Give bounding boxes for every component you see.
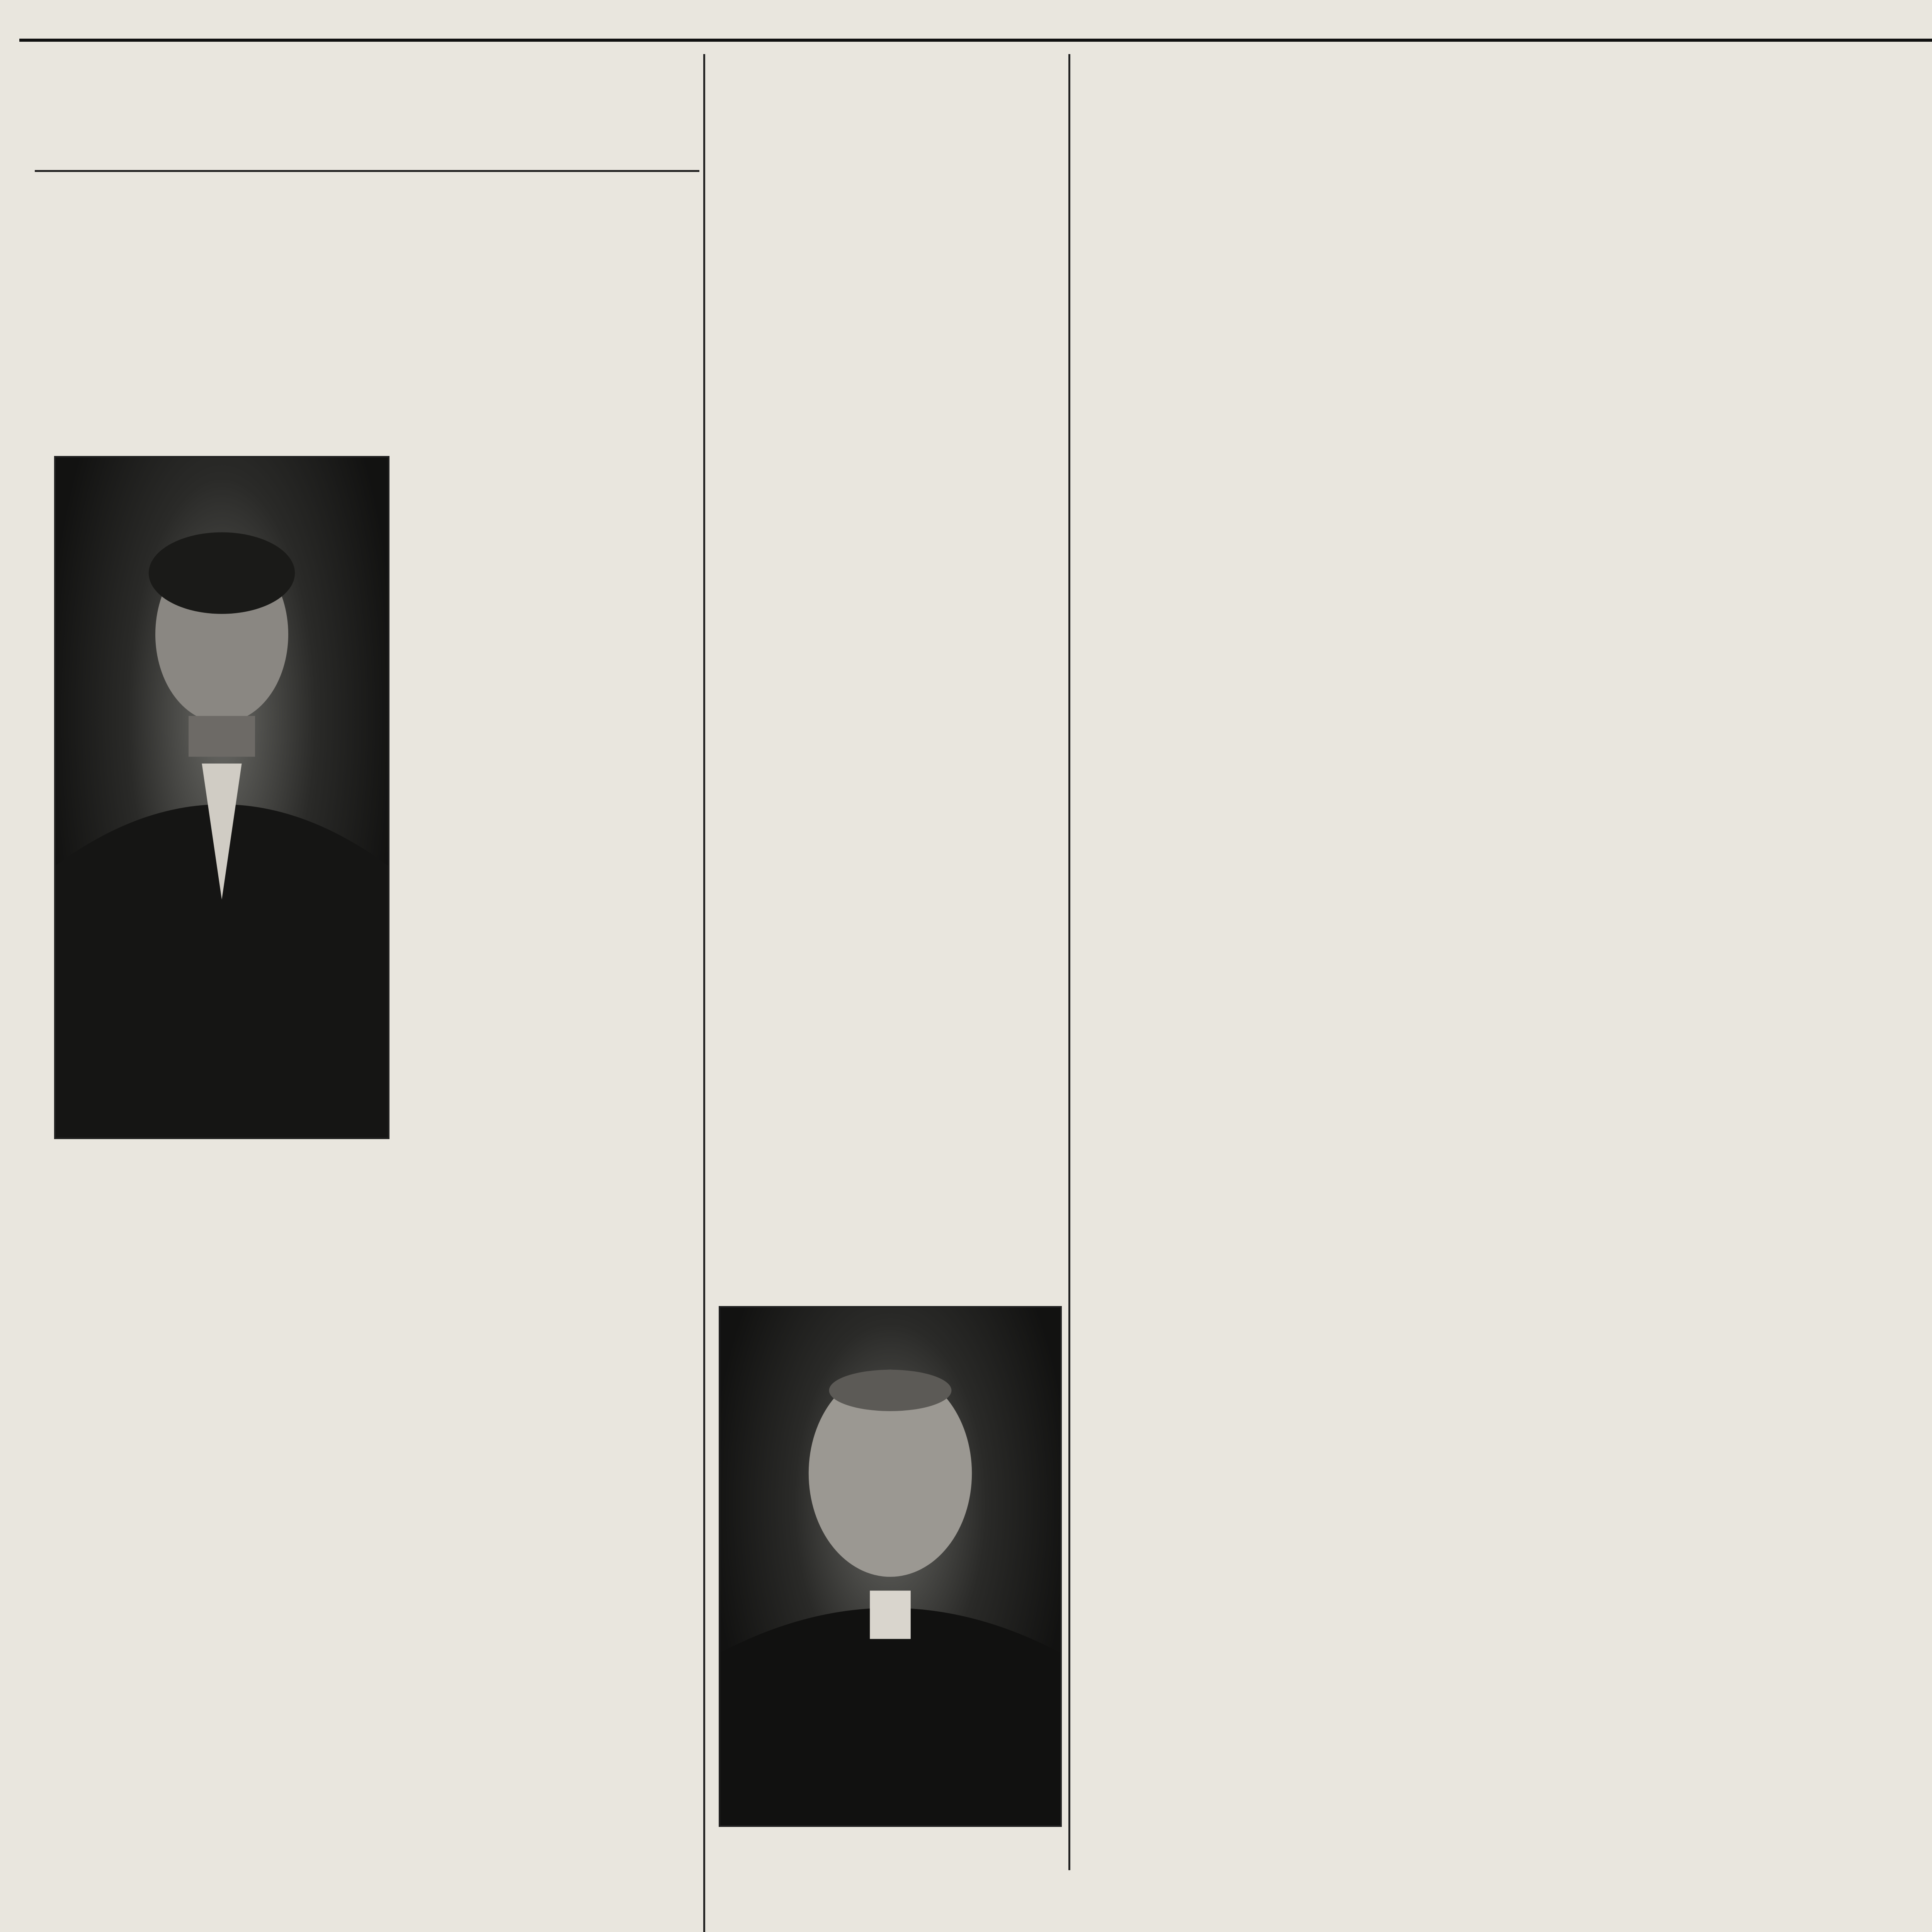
portrait-anton-van-duinkerken xyxy=(54,456,389,1139)
article1-col1-upper xyxy=(398,386,692,1144)
masthead xyxy=(19,0,1932,42)
portrait-guido-gezelle xyxy=(719,1306,1062,1827)
article1-col1-lower xyxy=(54,1175,692,1561)
article1-col1-cont xyxy=(54,1569,692,1932)
